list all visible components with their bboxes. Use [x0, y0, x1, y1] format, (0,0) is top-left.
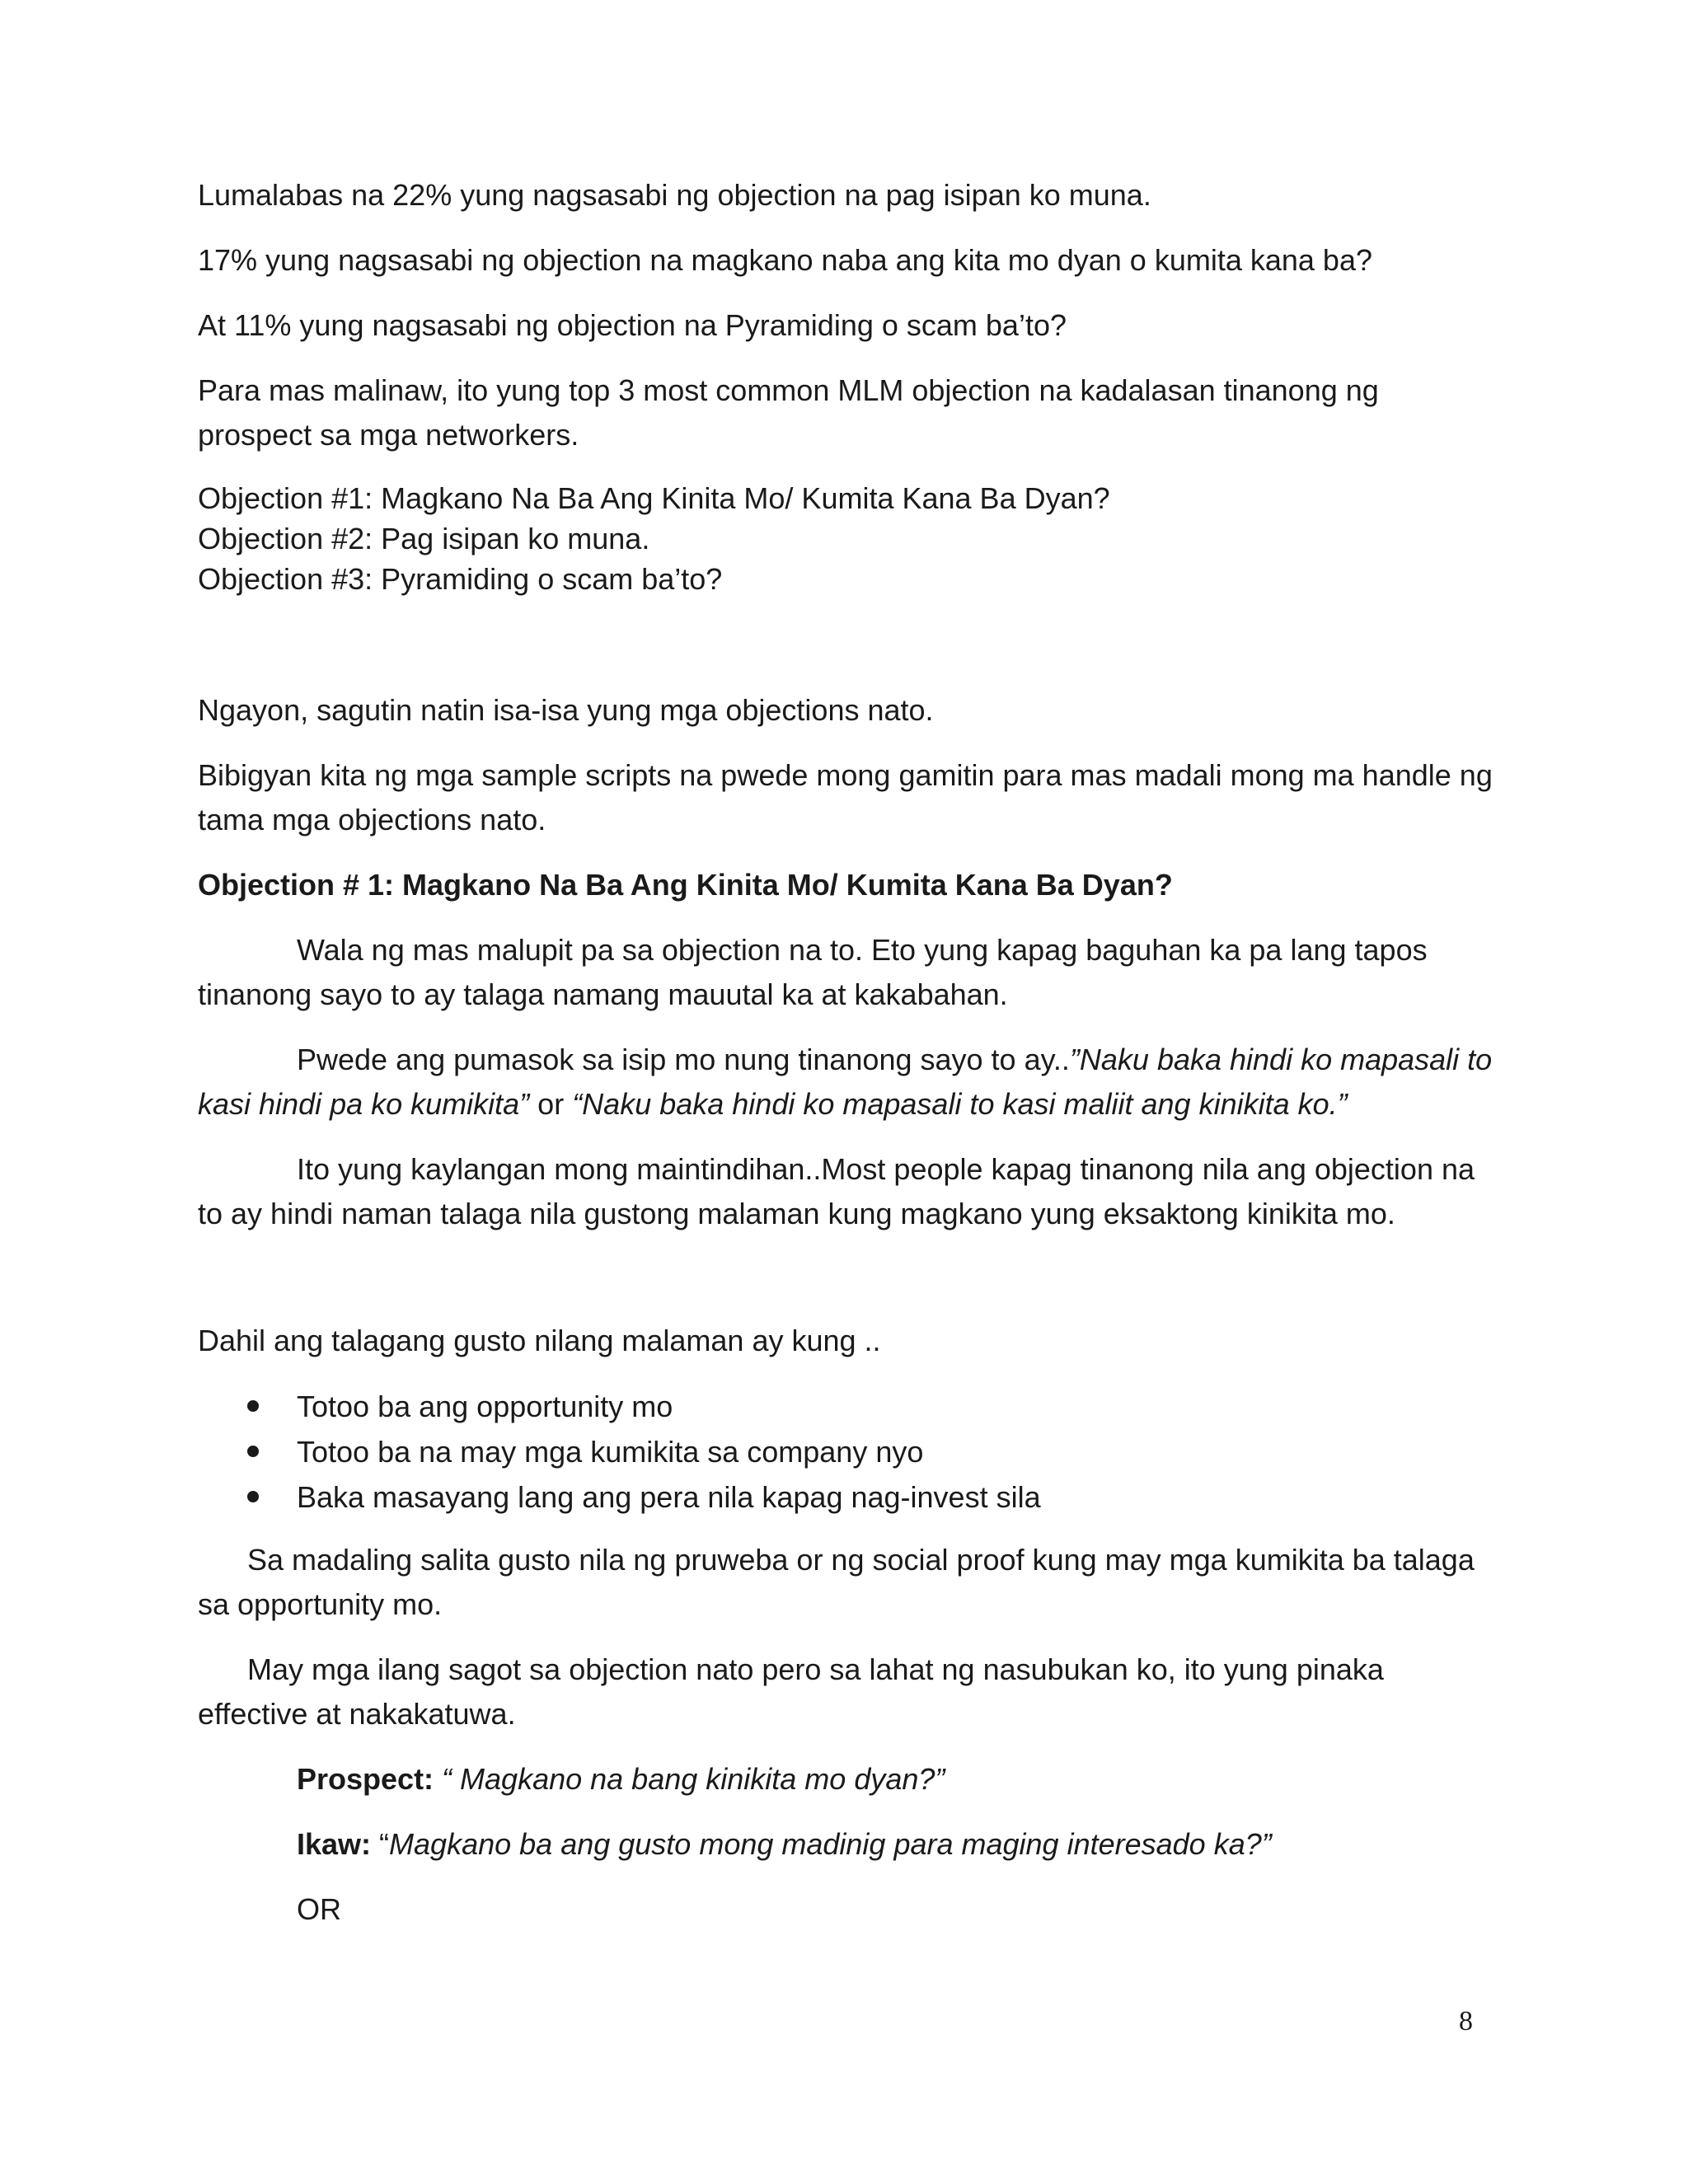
dialog-prospect — [198, 1757, 1500, 1802]
ikaw-open-quote: “ — [371, 1827, 390, 1861]
bullet-list — [198, 1384, 1500, 1520]
quote-hindi-pa-kumikita: ”Naku baka hindi ko mapasali to kasi hindi pa ko kumikita” — [198, 1043, 1493, 1121]
bullet-icon — [247, 1400, 259, 1412]
bullet-text: Totoo ba ang opportunity mo — [297, 1390, 673, 1423]
prospect-line: “ Magkano na bang kinikita mo dyan?” — [434, 1762, 945, 1796]
quote-maliit-kinikita: “Naku baka hindi ko mapasali to kasi maliit ang kinikita ko.” — [572, 1087, 1348, 1121]
paragraph-ngayon: Ngayon, sagutin natin isa-isa yung mga objections nato. — [198, 693, 934, 727]
prospect-label: Prospect: — [297, 1762, 434, 1796]
bullet-icon — [247, 1446, 259, 1457]
paragraph-11-percent: At 11% yung nagsasabi ng objection na Pyramiding o scam ba’to? — [198, 308, 1067, 342]
paragraph-dahil: Dahil ang talagang gusto nilang malaman ay kung .. — [198, 1324, 881, 1357]
objection-item-3: Objection #3: Pyramiding o scam ba’to? — [198, 562, 723, 596]
objection-item-1: Objection #1: Magkano Na Ba Ang Kinita Mo/ Kumita Kana Ba Dyan? — [198, 481, 1110, 515]
paragraph-17-percent: 17% yung nagsasabi ng objection na magkano naba ang kita mo dyan o kumita kana ba? — [198, 243, 1372, 277]
pwede-text: Pwede ang pumasok sa isip mo nung tinanong sayo to ay.. — [297, 1043, 1070, 1076]
paragraph-top3-intro: Para mas malinaw, ito yung top 3 most common MLM objection na kadalasan tinanong ng prospect sa mga networkers. — [198, 373, 1379, 452]
objection-item-2: Objection #2: Pag isipan ko muna. — [198, 522, 650, 555]
list-item — [198, 1474, 1500, 1520]
paragraph-pruweba: Sa madaling salita gusto nila ng pruweba or ng social proof kung may mga kumikita ba talaga sa opportunity mo. — [198, 1543, 1475, 1621]
ikaw-line: Magkano ba ang gusto mong madinig para maging interesado ka?” — [389, 1827, 1272, 1861]
list-item — [198, 1384, 1500, 1429]
ikaw-label: Ikaw: — [297, 1827, 372, 1861]
document-page — [198, 173, 1500, 1952]
bullet-text: Totoo ba na may mga kumikita sa company nyo — [297, 1435, 924, 1469]
objection-1-heading: Objection # 1: Magkano Na Ba Ang Kinita Mo/ Kumita Kana Ba Dyan? — [198, 868, 1173, 902]
list-item — [198, 1429, 1500, 1474]
paragraph-22-percent: Lumalabas na 22% yung nagsasabi ng objection na pag isipan ko muna. — [198, 178, 1151, 212]
paragraph-maintindihan: Ito yung kaylangan mong maintindihan..Most people kapag tinanong nila ang objection na to ay hindi naman talaga nila gustong malaman kung magkano yung eksaktong kinikita mo. — [198, 1152, 1475, 1230]
objections-list — [198, 478, 1500, 599]
dialog-or: OR — [297, 1892, 341, 1926]
paragraph-malupit: Wala ng mas malupit pa sa objection na to. Eto yung kapag baguhan ka pa lang tapos tinanong sayo to ay talaga namang mauutal ka at kakabahan. — [198, 933, 1428, 1011]
paragraph-sample-scripts: Bibigyan kita ng mga sample scripts na pwede mong gamitin para mas madali mong ma handle ng tama mga objections nato. — [198, 758, 1493, 837]
page-number: 8 — [1459, 2006, 1473, 2036]
or-text: or — [529, 1087, 573, 1121]
paragraph-pwede — [198, 1038, 1500, 1127]
paragraph-effective: May mga ilang sagot sa objection nato pero sa lahat ng nasubukan ko, ito yung pinaka effective at nakakatuwa. — [198, 1652, 1384, 1731]
dialog-ikaw — [198, 1822, 1500, 1867]
bullet-icon — [247, 1491, 259, 1502]
bullet-text: Baka masayang lang ang pera nila kapag nag-invest sila — [297, 1480, 1041, 1514]
